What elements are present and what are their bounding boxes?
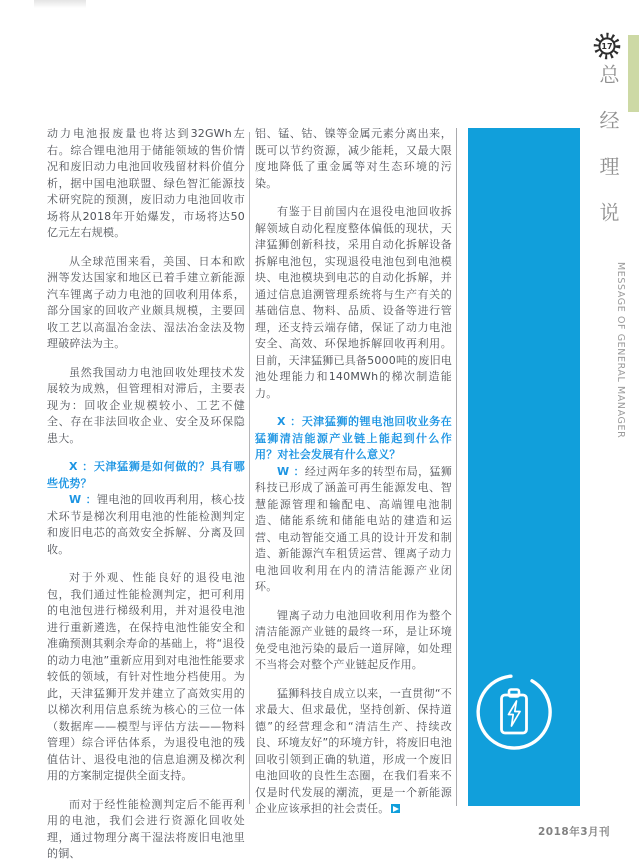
green-edge-tab <box>628 35 639 112</box>
interview-answer <box>255 464 452 596</box>
paragraph: 铝、锰、钴、镍等金属元素分离出来，既可以节约资源，减少能耗，又最大限度地降低了重金属等对生态环境的污染。 <box>255 127 452 190</box>
paragraph-text: 猛狮科技自成立以来，一直贯彻“不求最大、但求最优，坚持创新、保持道德”的经营理念和“清洁生产、持续改良、环境友好”的环境方针，将废旧电池回收引领到正确的轨道，形成一个废旧电池回收的良性生态圈，在我们看来不仅是时代发展的潮流，更是一个新能源企业应该承担的社会责任。 <box>255 686 452 815</box>
interview-question: X ：天津猛狮的锂电池回收业务在猛狮清洁能源产业链上能起到什么作用？对社会发展有什么意义？ <box>255 415 452 461</box>
sidebar-divider-line <box>456 128 457 806</box>
page-number-sun-icon <box>593 32 621 60</box>
right-text-column <box>255 126 452 818</box>
battery-recycle-icon <box>468 666 560 758</box>
answer-text: 锂电池的回收再利用，核心技术环节是梯次利用电池的性能检测判定和废旧电芯的高效安全拆解、分离及回收。 <box>47 493 245 556</box>
paragraph: 对于外观、性能良好的退役电池包，我们通过性能检测判定，把可利用的电池包进行梯级利用，并对退役电池进行重新遴选，在保持电池性能安全和准确预测其剩余寿命的基础上，将“退役的动力电池”重新应用到对电池性能要求较低的领域，有针对性地分档使用。为此，天津猛狮开发并建立了高效实用的以梯次利用信息系统为核心的三位一体（数据库——模型与评估方法——物料管理）综合评估体系，为退役电池的残值估计、退役电池的信息追溯及梯次利用的方案制定提供全面支持。 <box>47 571 245 782</box>
paragraph: 锂离子动力电池回收利用作为整个清洁能源产业链的最终一环，是让环境免受电池污染的最后一道屏障，如处理不当将会对整个产业链起反作用。 <box>255 608 452 671</box>
interview-question: X ：天津猛狮是如何做的？具有哪些优势？ <box>47 460 245 490</box>
issue-date-label: 2018年3月刊 <box>537 826 610 838</box>
left-text-column <box>47 126 245 863</box>
page-number: 17 <box>601 42 613 51</box>
print-artifact <box>34 0 86 9</box>
answer-speaker-label: W ： <box>69 493 97 506</box>
paragraph: 虽然我国动力电池回收处理技术发展较为成熟，但管理相对滞后，主要表现为：回收企业规模较小、工艺不健全、存在非法回收企业、安全及环保隐患大。 <box>47 365 245 445</box>
blue-sidebar-panel <box>468 128 580 806</box>
interview-answer <box>47 492 245 558</box>
paragraph: 从全球范围来看，美国、日本和欧洲等发达国家和地区已着手建立新能源汽车锂离子动力电池的回收利用体系，部分国家的回收产业颇具规模，主要回收工艺以高温冶金法、湿法冶金法及物理破碎法为主。 <box>47 254 245 350</box>
end-of-article-icon <box>391 804 400 813</box>
answer-speaker-label: W ： <box>277 464 305 478</box>
paragraph <box>255 686 452 818</box>
paragraph: 动力电池报废量也将达到32GWh左右。综合锂电池用于储能领域的售价情况和废旧动力电池回收残留材料价值分析，据中国电池联盟、绿色智汇能源技术研究院的预测，废旧动力电池回收市场将从2018年开始爆发，市场将达50亿元左右规模。 <box>47 127 245 239</box>
column-divider-line <box>249 132 250 804</box>
paragraph: 而对于经性能检测判定后不能再利用的电池，我们会进行资源化回收处理，通过物理分离干湿法将废旧电池里的铜、 <box>47 797 245 860</box>
section-title-english: MESSAGE OF GENERAL MANAGER <box>615 262 626 439</box>
answer-text: 经过两年多的转型布局，猛狮科技已形成了涵盖可再生能源发电、智慧能源管理和输配电、高端锂电池制造、储能系统和储能电站的建造和运营、电动智能交通工具的设计开发和制造、新能源汽车租赁运营、锂离子动力电池回收利用在内的清洁能源产业闭环。 <box>255 464 452 593</box>
section-title-chinese: 总经理说 <box>596 64 620 248</box>
paragraph: 有鉴于目前国内在退役电池回收拆解领域自动化程度整体偏低的现状，天津猛狮创新科技，采用自动化拆解设备拆解电池包，实现退役电池包到电池模块、电池模块到电芯的自动化拆解，并通过信息追溯管理系统将与生产有关的基础信息、物料、品质、设备等进行管理，还支持云端存储，保证了动力电池安全、高效、环保地拆解回收再利用。目前，天津猛狮已具备5000吨的废旧电池处理能力和140MWh的梯次制造能力。 <box>255 205 452 400</box>
